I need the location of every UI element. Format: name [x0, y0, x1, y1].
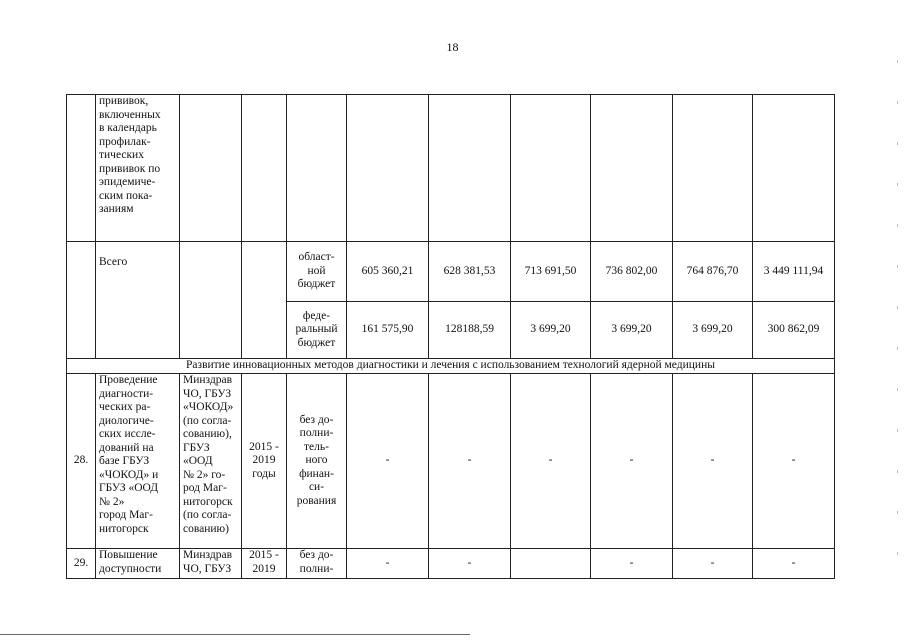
page-number: 18 [446, 40, 459, 54]
scan-edge-marks [897, 60, 899, 620]
source-cell: без до- полни- тель- ного финан- си- рования [287, 374, 347, 549]
value-cell: - [347, 374, 429, 549]
activity-cell: Повышение доступности [96, 549, 180, 579]
value-cell: 3 449 111,94 [753, 242, 835, 302]
value-cell [511, 549, 591, 579]
value-cell: - [591, 374, 673, 549]
value-cell: - [673, 374, 753, 549]
value-cell: - [753, 374, 835, 549]
row-number: 29. [67, 549, 96, 579]
value-cell: 300 862,09 [753, 302, 835, 359]
value-cell: - [347, 549, 429, 579]
table-row [67, 374, 835, 549]
executor-cell: Минздрав ЧО, ГБУЗ «ЧОКОД» (по согла- сованию), ГБУЗ «ООД № 2» го- род Маг- нитогорск (по согла- сованию) [180, 374, 242, 549]
value-cell: - [673, 549, 753, 579]
value-cell: - [511, 374, 591, 549]
activity-cell: прививок, включенных в календарь профилак- тических прививок по эпидемиче- ским пока- заниям [96, 95, 180, 242]
activity-cell: Проведение диагности- ческих ра- диологиче- ских иссле- дований на базе ГБУЗ «ЧОКОД» и ГБУЗ «ООД № 2» город Маг- нитогорск [96, 374, 180, 549]
source-regional: област- ной бюджет [287, 242, 347, 302]
value-cell: - [429, 374, 511, 549]
period-cell: 2015 - 2019 годы [242, 374, 287, 549]
value-cell: 713 691,50 [511, 242, 591, 302]
value-cell: 128188,59 [429, 302, 511, 359]
value-cell: 161 575,90 [347, 302, 429, 359]
value-cell: 764 876,70 [673, 242, 753, 302]
value-cell: 3 699,20 [591, 302, 673, 359]
source-federal: феде- ральный бюджет [287, 302, 347, 359]
section-title: Развитие инновационных методов диагностики и лечения с использованием технологий ядерной медицины [67, 359, 835, 374]
value-cell: 628 381,53 [429, 242, 511, 302]
value-cell: - [753, 549, 835, 579]
table-row [67, 549, 835, 579]
value-cell: 736 802,00 [591, 242, 673, 302]
budget-table [66, 94, 835, 579]
period-cell: 2015 - 2019 [242, 549, 287, 579]
row-number: 28. [67, 374, 96, 549]
value-cell: 605 360,21 [347, 242, 429, 302]
source-cell: без до- полни- [287, 549, 347, 579]
value-cell: - [591, 549, 673, 579]
table-row [67, 95, 835, 242]
value-cell: 3 699,20 [673, 302, 753, 359]
executor-cell: Минздрав ЧО, ГБУЗ [180, 549, 242, 579]
value-cell: 3 699,20 [511, 302, 591, 359]
total-label: Всего [96, 242, 180, 359]
section-header-row [67, 359, 835, 374]
value-cell: - [429, 549, 511, 579]
scan-bottom-line [0, 634, 470, 635]
table-row [67, 242, 835, 302]
